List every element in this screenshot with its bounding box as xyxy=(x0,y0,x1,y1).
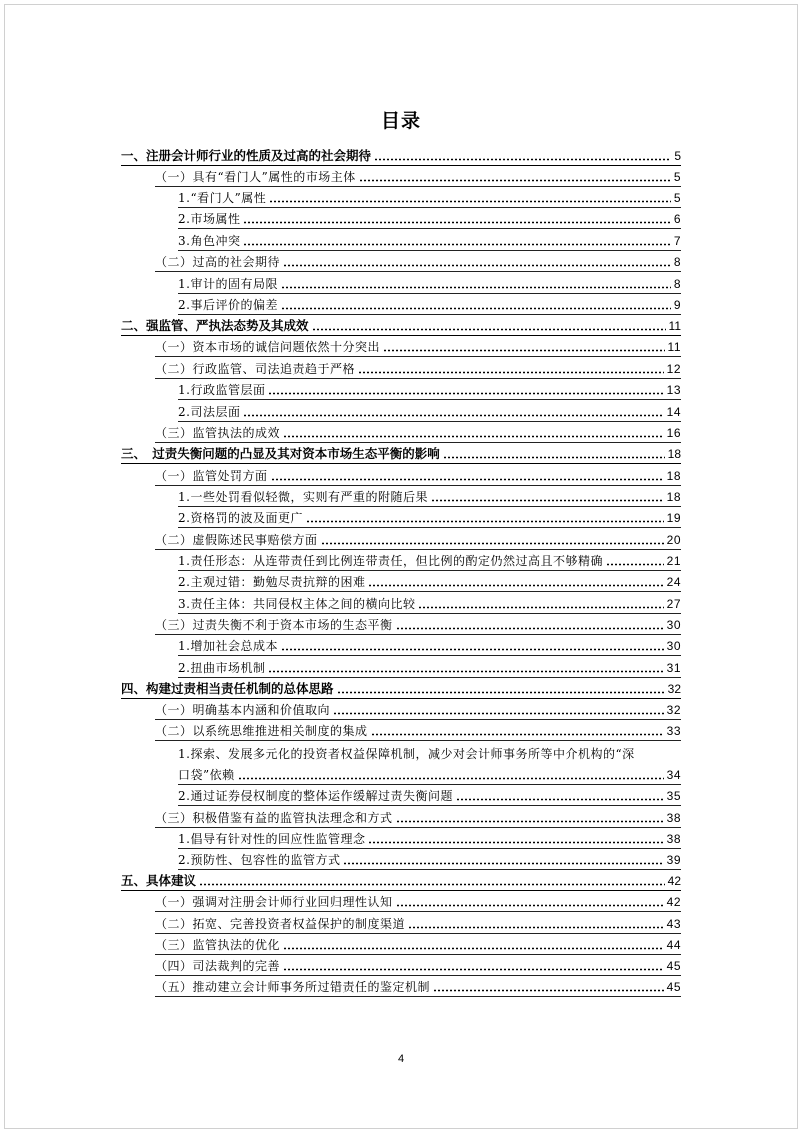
toc-entry-rule xyxy=(178,570,681,571)
toc-entry-text: 二、强监管、严执法态势及其成效 xyxy=(121,318,309,333)
toc-dot-leader xyxy=(333,712,664,715)
page-number: 4 xyxy=(397,1053,405,1065)
toc-entry-40[interactable] xyxy=(155,980,681,994)
toc-dot-leader xyxy=(281,307,671,310)
toc-entry-8[interactable] xyxy=(178,298,681,312)
toc-entry-page: 12 xyxy=(666,362,681,376)
toc-entry-page: 14 xyxy=(666,405,681,419)
toc-entry-text: （二）虚假陈述民事赔偿方面 xyxy=(155,533,318,547)
toc-entry-page: 31 xyxy=(666,661,681,675)
toc-dot-leader xyxy=(456,798,664,801)
toc-entry-page: 18 xyxy=(667,447,681,461)
toc-entry-rule xyxy=(121,463,681,464)
toc-entry-rule xyxy=(155,271,681,272)
toc-entry-33[interactable] xyxy=(178,832,681,846)
toc-dot-leader xyxy=(371,733,664,736)
toc-entry-page: 38 xyxy=(666,832,681,846)
toc-entry-page: 43 xyxy=(666,917,681,931)
toc-dot-leader xyxy=(368,584,663,587)
toc-dot-leader xyxy=(408,926,664,929)
toc-entry-page: 45 xyxy=(666,959,681,973)
toc-entry-text: 1.倡导有针对性的回应性监管理念 xyxy=(178,832,366,846)
toc-entry-text: （二）拓宽、完善投资者权益保护的制度渠道 xyxy=(155,917,406,931)
toc-dot-leader xyxy=(281,286,671,289)
toc-entry-16[interactable] xyxy=(155,469,681,483)
toc-entry-rule xyxy=(155,719,681,720)
toc-dot-leader xyxy=(283,435,664,438)
toc-entry-text: 五、具体建议 xyxy=(121,873,197,888)
toc-entry-page: 27 xyxy=(666,597,681,611)
toc-entry-6[interactable] xyxy=(155,255,681,269)
toc-entry-page: 44 xyxy=(666,938,681,952)
toc-entry-text: 2.主观过错：勤勉尽责抗辩的困难 xyxy=(178,575,366,589)
toc-entry-rule xyxy=(178,869,681,870)
toc-entry-page: 38 xyxy=(666,811,681,825)
toc-dot-leader xyxy=(283,947,664,950)
toc-entry-17[interactable] xyxy=(178,490,681,504)
toc-entry-rule xyxy=(178,805,681,806)
toc-entry-page: 6 xyxy=(673,212,681,226)
toc-entry-38[interactable] xyxy=(155,938,681,952)
toc-entry-15[interactable] xyxy=(121,447,681,461)
toc-dot-leader xyxy=(243,243,670,246)
toc-entry-page: 33 xyxy=(666,724,681,738)
toc-entry-text: （一）监管处罚方面 xyxy=(155,469,268,483)
toc-entry-37[interactable] xyxy=(155,917,681,931)
toc-entry-text: （三）积极借鉴有益的监管执法理念和方式 xyxy=(155,811,393,825)
toc-entry-page: 11 xyxy=(668,319,681,333)
toc-entry-rule xyxy=(155,186,681,187)
toc-entry-page: 35 xyxy=(666,789,681,803)
toc-entry-rule xyxy=(155,954,681,955)
toc-entry-22[interactable] xyxy=(178,597,681,611)
toc-entry-18[interactable] xyxy=(178,511,681,525)
toc-entry-page: 13 xyxy=(666,383,681,397)
toc-dot-leader xyxy=(418,606,663,609)
toc-entry-text: 3.角色冲突 xyxy=(178,234,241,248)
toc-entry-text: 1.“看门人”属性 xyxy=(178,191,267,205)
toc-entry-12[interactable] xyxy=(178,383,681,397)
toc-entry-rule xyxy=(178,250,681,251)
toc-dot-leader xyxy=(269,200,671,203)
toc-entry-rule xyxy=(155,485,681,486)
toc-entry-32[interactable] xyxy=(155,811,681,825)
toc-entry-26[interactable] xyxy=(121,682,681,696)
toc-entry-24[interactable] xyxy=(178,639,681,653)
toc-entry-page: 5 xyxy=(673,191,681,205)
toc-entry-39[interactable] xyxy=(155,959,681,973)
toc-entry-page: 30 xyxy=(666,618,681,632)
toc-entry-page: 42 xyxy=(667,874,681,888)
toc-entry-page: 30 xyxy=(666,639,681,653)
toc-entry-rule xyxy=(155,996,681,997)
toc-dot-leader xyxy=(368,841,663,844)
toc-dot-leader xyxy=(243,414,663,417)
toc-entry-rule xyxy=(178,399,681,400)
toc-entry-rule xyxy=(121,698,681,699)
toc-entry-page: 18 xyxy=(666,490,681,504)
toc-entry-text: （三）过责失衡不利于资本市场的生态平衡 xyxy=(155,618,393,632)
toc-entry-text: （三）监管执法的成效 xyxy=(155,426,281,440)
toc-dot-leader xyxy=(606,563,664,566)
toc-dot-leader xyxy=(283,264,671,267)
toc-entry-19[interactable] xyxy=(155,533,681,547)
toc-entry-text: 1.增加社会总成本 xyxy=(178,639,278,653)
toc-entry-rule xyxy=(155,827,681,828)
toc-title: 目录 xyxy=(380,110,421,132)
toc-entry-text: 1.一些处罚看似轻微，实则有严重的附随后果 xyxy=(178,490,428,504)
toc-dot-leader xyxy=(283,968,664,971)
toc-dot-leader xyxy=(431,499,664,502)
toc-entry-2[interactable] xyxy=(155,170,681,184)
toc-entry-text: （四）司法裁判的完善 xyxy=(155,959,281,973)
toc-entry-rule xyxy=(155,740,681,741)
toc-entry-28[interactable] xyxy=(155,724,681,738)
toc-entry-page: 20 xyxy=(666,533,681,547)
toc-dot-leader xyxy=(243,221,670,224)
toc-entry-page: 45 xyxy=(666,980,681,994)
toc-entry-page: 32 xyxy=(666,703,681,717)
toc-entry-page: 8 xyxy=(673,277,681,291)
toc-entry-text: 2.通过证券侵权制度的整体运作缓解过责失衡问题 xyxy=(178,789,453,803)
toc-entry-rule xyxy=(155,911,681,912)
toc-entry-page: 9 xyxy=(673,298,681,312)
toc-dot-leader xyxy=(433,989,664,992)
toc-entry-text: 2.司法层面 xyxy=(178,405,241,419)
toc-dot-leader xyxy=(374,158,671,161)
toc-entry-page: 39 xyxy=(666,853,681,867)
toc-entry-page: 34 xyxy=(666,768,681,782)
toc-entry-rule xyxy=(121,890,681,891)
toc-entry-rule xyxy=(155,933,681,934)
toc-entry-1[interactable] xyxy=(121,149,681,163)
toc-entry-5[interactable] xyxy=(178,234,681,248)
toc-entry-text: 三、 过责失衡问题的凸显及其对资本市场生态平衡的影响 xyxy=(121,446,440,461)
toc-entry-text: 口袋”依赖 xyxy=(178,768,235,782)
toc-entry-text: （二）行政监管、司法追责趋于严格 xyxy=(155,362,356,376)
toc-entry-text: （一）具有“看门人”属性的市场主体 xyxy=(155,170,356,184)
toc-entry-page: 5 xyxy=(674,149,681,163)
toc-entry-20[interactable] xyxy=(178,554,681,568)
toc-entry-10[interactable] xyxy=(155,340,681,354)
toc-entry-page: 19 xyxy=(666,511,681,525)
toc-entry-text: 1.行政监管层面 xyxy=(178,383,266,397)
toc-entry-page: 18 xyxy=(666,469,681,483)
toc-entry-34[interactable] xyxy=(178,853,681,867)
toc-entry-rule xyxy=(178,207,681,208)
toc-entry-9[interactable] xyxy=(121,319,681,333)
toc-dot-leader xyxy=(359,179,671,182)
toc-entry-rule xyxy=(178,784,681,785)
toc-entry-27[interactable] xyxy=(155,703,681,717)
toc-dot-leader xyxy=(321,542,664,545)
toc-entry-rule xyxy=(121,335,681,336)
toc-entry-rule xyxy=(155,442,681,443)
toc-dot-leader xyxy=(396,627,664,630)
toc-entry-rule xyxy=(155,975,681,976)
toc-entry-36[interactable] xyxy=(155,895,681,909)
toc-entry-page: 5 xyxy=(673,170,681,184)
toc-dot-leader xyxy=(396,820,664,823)
toc-entry-text: （五）推动建立会计师事务所过错责任的鉴定机制 xyxy=(155,980,431,994)
toc-entry-text: （二）以系统思维推进相关制度的集成 xyxy=(155,724,368,738)
toc-entry-rule xyxy=(121,165,681,166)
toc-entry-3[interactable] xyxy=(178,191,681,205)
toc-entry-text: （一）强调对注册会计师行业回归理性认知 xyxy=(155,895,393,909)
toc-entry-21[interactable] xyxy=(178,575,681,589)
toc-entry-text: 四、构建过责相当责任机制的总体思路 xyxy=(121,681,334,696)
toc-dot-leader xyxy=(343,862,663,865)
toc-entry-page: 32 xyxy=(667,682,681,696)
toc-entry-rule xyxy=(178,677,681,678)
toc-entry-text: （三）监管执法的优化 xyxy=(155,938,281,952)
toc-entry-rule xyxy=(155,378,681,379)
toc-entry-text: 2.市场属性 xyxy=(178,212,241,226)
toc-dot-leader xyxy=(268,392,663,395)
toc-entry-text: 1.审计的固有局限 xyxy=(178,277,278,291)
toc-entry-14[interactable] xyxy=(155,426,681,440)
toc-entry-page: 7 xyxy=(673,234,681,248)
toc-entry-rule xyxy=(178,228,681,229)
toc-entry-31[interactable] xyxy=(178,789,681,803)
toc-dot-leader xyxy=(383,349,665,352)
toc-entry-29[interactable] xyxy=(178,747,681,761)
toc-entry-23[interactable] xyxy=(155,618,681,632)
toc-entry-rule xyxy=(178,591,681,592)
toc-entry-text: 2.预防性、包容性的监管方式 xyxy=(178,853,341,867)
toc-dot-leader xyxy=(199,883,665,886)
toc-entry-page: 21 xyxy=(666,554,681,568)
toc-entry-text: （二）过高的社会期待 xyxy=(155,255,281,269)
toc-dot-leader xyxy=(268,670,663,673)
toc-entry-rule xyxy=(178,848,681,849)
toc-entry-rule xyxy=(155,634,681,635)
toc-entry-page: 11 xyxy=(667,340,681,354)
toc-entry-30[interactable] xyxy=(178,768,681,782)
toc-entry-text: 2.事后评价的偏差 xyxy=(178,298,278,312)
toc-entry-25[interactable] xyxy=(178,661,681,675)
toc-entry-text: 1.探索、发展多元化的投资者权益保障机制，减少对会计师事务所等中介机构的“深 xyxy=(178,747,635,761)
toc-dot-leader xyxy=(337,691,665,694)
toc-entry-text: （一）资本市场的诚信问题依然十分突出 xyxy=(155,340,381,354)
toc-entry-text: 3.责任主体：共同侵权主体之间的横向比较 xyxy=(178,597,416,611)
toc-dot-leader xyxy=(443,456,665,459)
toc-entry-4[interactable] xyxy=(178,212,681,226)
toc-entry-rule xyxy=(178,293,681,294)
toc-dot-leader xyxy=(312,328,666,331)
toc-entry-page: 8 xyxy=(673,255,681,269)
toc-entry-page: 42 xyxy=(666,895,681,909)
toc-dot-leader xyxy=(238,777,664,780)
toc-entry-text: 一、注册会计师行业的性质及过高的社会期待 xyxy=(121,148,372,163)
toc-entry-35[interactable] xyxy=(121,874,681,888)
toc-entry-rule xyxy=(178,421,681,422)
toc-entry-page: 16 xyxy=(666,426,681,440)
toc-entry-rule xyxy=(178,613,681,614)
toc-dot-leader xyxy=(358,371,664,374)
toc-entry-rule xyxy=(178,655,681,656)
toc-dot-leader xyxy=(396,904,664,907)
toc-entry-7[interactable] xyxy=(178,277,681,291)
toc-entry-rule xyxy=(178,506,681,507)
toc-entry-page: 24 xyxy=(666,575,681,589)
toc-entry-text: 1.责任形态：从连带责任到比例连带责任，但比例的酌定仍然过高且不够精确 xyxy=(178,554,603,568)
toc-dot-leader xyxy=(306,520,664,523)
toc-entry-text: （一）明确基本内涵和价值取向 xyxy=(155,703,331,717)
toc-entry-rule xyxy=(155,549,681,550)
toc-entry-rule xyxy=(178,314,681,315)
toc-entry-text: 2.扭曲市场机制 xyxy=(178,661,266,675)
toc-entry-rule xyxy=(178,527,681,528)
toc-dot-leader xyxy=(271,478,664,481)
toc-entry-text: 2.资格罚的波及面更广 xyxy=(178,511,303,525)
toc-dot-leader xyxy=(281,648,664,651)
toc-entry-rule xyxy=(155,356,681,357)
toc-entry-13[interactable] xyxy=(178,405,681,419)
toc-entry-11[interactable] xyxy=(155,362,681,376)
